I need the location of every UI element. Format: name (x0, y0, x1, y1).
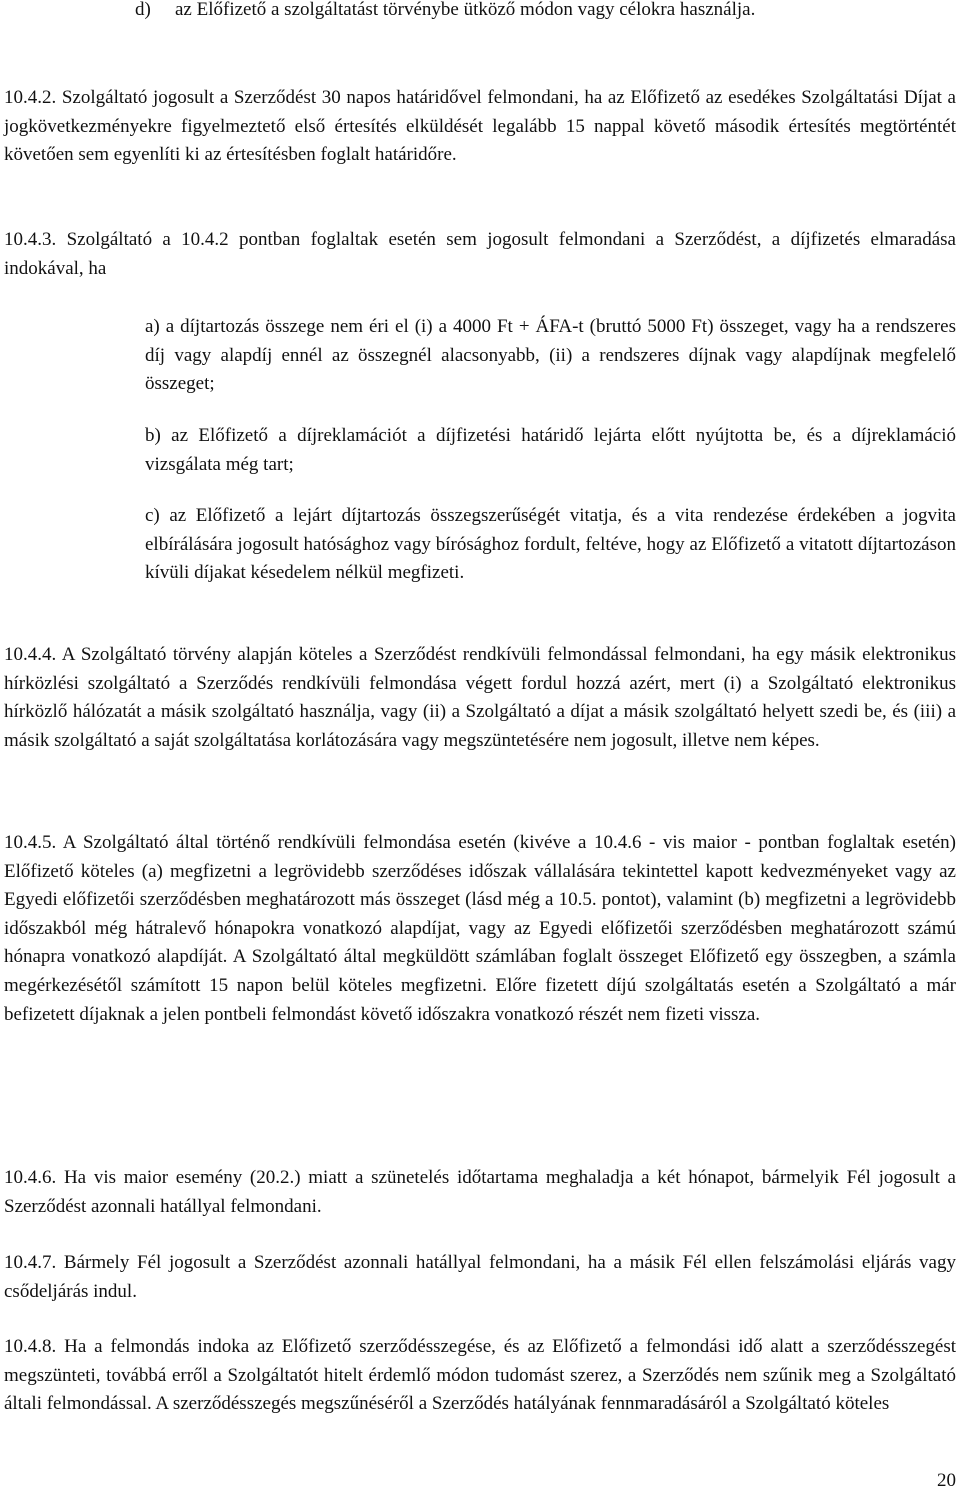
paragraph-10-4-8: 10.4.8. Ha a felmondás indoka az Előfizető szerződésszegése, és az Előfizető a felmondási idő alatt a szerződésszegést megszünteti, továbbá erről a Szolgáltatót hitelt érdemlő módon tudomást szerez, a Szerződés nem szűnik meg a Szolgáltató általi felmondással. A szerződésszegés megszűnéséről a Szerződés hatályának fennmaradásáról a Szolgáltató köteles (4, 1336, 956, 1415)
paragraph-10-4-6: 10.4.6. Ha vis maior esemény (20.2.) miatt a szünetelés időtartama meghaladja a két hónapot, bármelyik Fél jogosult a Szerződést azonnali hatállyal felmondani. (4, 1167, 956, 1217)
paragraph-10-4-7: 10.4.7. Bármely Fél jogosult a Szerződést azonnali hatállyal felmondani, ha a másik Fél ellen felszámolási eljárás vagy csődeljárás indul. (4, 1252, 956, 1302)
list-item-d (135, 0, 755, 25)
paragraph-10-4-3: 10.4.3. Szolgáltató a 10.4.2 pontban foglaltak esetén sem jogosult felmondani a Szerződést, a díjfizetés elmaradása indokával, ha (4, 229, 956, 279)
paragraph-10-4-5: 10.4.5. A Szolgáltató által történő rendkívüli felmondása esetén (kivéve a 10.4.6 - vis maior - pontban foglaltak esetén) Előfizető köteles (a) megfizetni a legrövidebb szerződéses időszak vállalására tekintettel kapott kedvezményeket vagy az Egyedi előfizetői szerződésben meghatározott más összeget (lásd még a 10.5. pontot), valamint (b) megfizetni a legrövidebb időszakból még hátralevő hónapokra vonatkozó alapdíjat, vagy az Egyedi előfizetői szerződésben meghatározott számú hónapra vonatkozó alapdíját. A Szolgáltató által megküldött számlában foglalt összeget Előfizető egy összegben, a számla megérkezésétől számított 15 napon belül köteles megfizetni. Előre fizetett díjú szolgáltatás esetén a Szolgáltató a már befizetett díjaknak a jelen pontbeli felmondást követő időszakra vonatkozó részét nem fizeti vissza. (4, 832, 956, 1025)
sub-item-c: c) az Előfizető a lejárt díjtartozás összegszerűségét vitatja, és a vita rendezése érdekében a jogvita elbírálására jogosult hatósághoz vagy bírósághoz fordult, feltéve, hogy az Előfizető a vitatott díjtartozáson kívüli díjakat késedelem nélkül megfizeti. (145, 505, 956, 584)
page-number: 20 (937, 1470, 956, 1491)
list-item-text: az Előfizető a szolgáltatást törvénybe ütköző módon vagy célokra használja. (175, 0, 756, 20)
sub-item-b: b) az Előfizető a díjreklamációt a díjfizetési határidő lejárta előtt nyújtotta be, és a díjreklamáció vizsgálata még tart; (145, 425, 956, 475)
paragraph-10-4-2: 10.4.2. Szolgáltató jogosult a Szerződést 30 napos határidővel felmondani, ha az Előfizető az esedékes Szolgáltatási Díjat a jogkövetkezményekre figyelmeztető első értesítés elküldését legalább 15 nappal követő második értesítés megtörténtét követően sem egyenlíti ki az értesítésben foglalt határidőre. (4, 87, 956, 166)
sub-item-a: a) a díjtartozás összege nem éri el (i) a 4000 Ft + ÁFA-t (bruttó 5000 Ft) összeget, vagy ha a rendszeres díj vagy alapdíj ennél az összegnél alacsonyabb, (ii) a rendszeres díjnak vagy alapdíjnak megfelelő összeget; (145, 316, 956, 395)
list-item-label: d) (135, 0, 151, 20)
paragraph-10-4-4: 10.4.4. A Szolgáltató törvény alapján köteles a Szerződést rendkívüli felmondással felmondani, ha egy másik elektronikus hírközlési szolgáltató a Szerződés rendkívüli felmondása végett fordul hozzá azért, mert (i) a Szolgáltató elektronikus hírközlő hálózatát a másik szolgáltató használja, vagy (ii) a Szolgáltató a díjat a másik szolgáltató helyett szedi be, és (iii) a másik szolgáltató a saját szolgáltatása korlátozására vagy megszüntetésére nem jogosult, illetve nem képes. (4, 644, 956, 751)
